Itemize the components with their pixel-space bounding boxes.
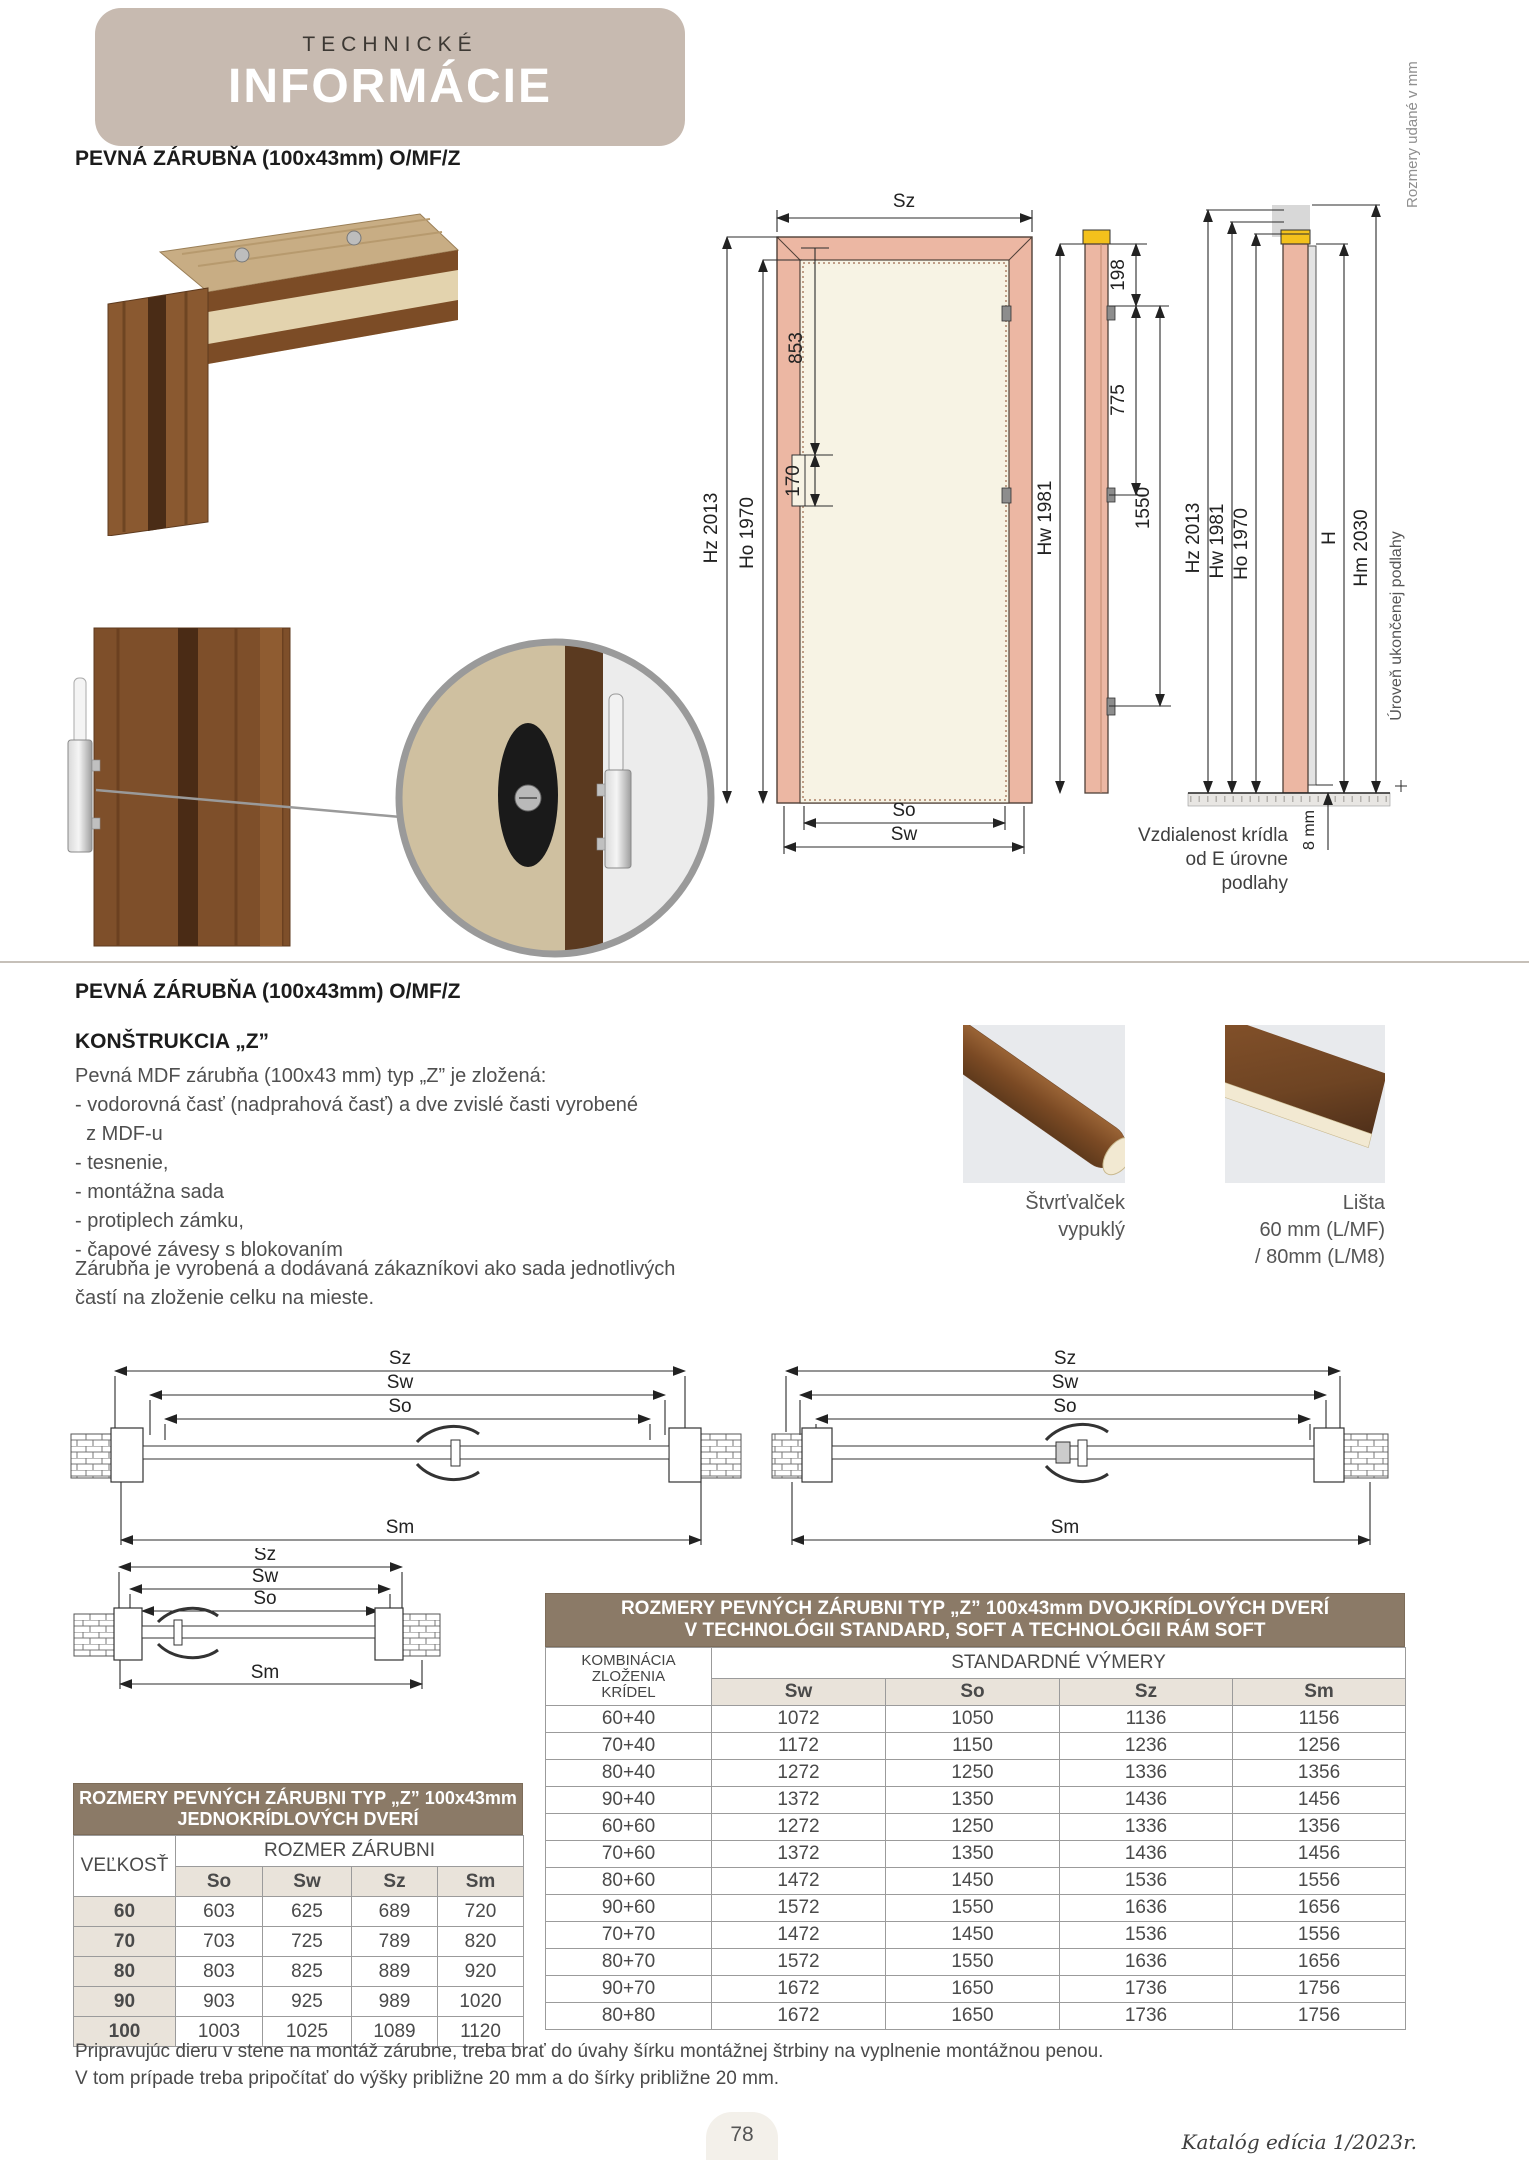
cell: 1156: [1233, 1706, 1406, 1733]
wall-section: [701, 1434, 741, 1478]
wall-section: [400, 1614, 440, 1656]
door-handle: [1046, 1424, 1108, 1440]
table-row: [546, 1787, 1406, 1814]
double-door-table: [545, 1593, 1405, 2030]
hinge-mark: [1107, 306, 1115, 320]
row-header: 90+40: [546, 1787, 712, 1814]
cell: 1572: [712, 1895, 886, 1922]
floor-strip: [1188, 793, 1390, 806]
construction-line: z MDF-u: [75, 1123, 163, 1145]
section-diagram-single: [65, 1350, 745, 1555]
cell: 1456: [1233, 1841, 1406, 1868]
dim-853-label: 853: [786, 332, 807, 364]
wall-section: [1344, 1434, 1388, 1478]
closing-line1: Zárubňa je vyrobená a dodávaná zákazníkovi ako sada jednotlivých: [75, 1258, 676, 1280]
cell: 1756: [1233, 1976, 1406, 2003]
table-row: [74, 1897, 524, 1927]
cell: 889: [352, 1957, 438, 1987]
cell: 1672: [712, 1976, 886, 2003]
row-header: 80+80: [546, 2003, 712, 2030]
frame-corner-photo: [90, 192, 462, 536]
cell: 920: [438, 1957, 524, 1987]
col-header: Sm: [438, 1867, 524, 1897]
cell: 1436: [1060, 1787, 1233, 1814]
section-diagram-single-left: [62, 1548, 457, 1698]
table-row: [546, 2003, 1406, 2030]
cell: 1456: [1233, 1787, 1406, 1814]
dim-hz-label: Hz 2013: [701, 492, 722, 564]
cell: 1472: [712, 1868, 886, 1895]
cell: 1736: [1060, 1976, 1233, 2003]
group-header: ROZMER ZÁRUBNI: [176, 1836, 524, 1867]
cell: 1650: [886, 1976, 1060, 2003]
row-header: 90+60: [546, 1895, 712, 1922]
dim-170-label: 170: [783, 465, 804, 497]
table-row: [74, 1987, 524, 2017]
col-header: So: [176, 1867, 263, 1897]
cell: 1372: [712, 1787, 886, 1814]
frame-section: [802, 1428, 832, 1482]
cell: 1550: [886, 1949, 1060, 1976]
hinge-mark: [1002, 306, 1011, 321]
col-header: So: [886, 1679, 1060, 1706]
diag-sz: Sz: [253, 1548, 277, 1565]
table-row: [74, 1927, 524, 1957]
col-header: Sw: [263, 1867, 352, 1897]
table-row: [546, 1895, 1406, 1922]
dim-h-label: H: [1319, 531, 1340, 545]
floor-level-note: Úroveň ukončenej podlahy: [1388, 531, 1405, 721]
table-title-line: V TECHNOLÓGII STANDARD, SOFT A TECHNOLÓGII RÁM SOFT: [684, 1620, 1266, 1641]
catalog-edition: Katalóg edícia 1/2023r.: [1181, 2130, 1417, 2154]
cell: 1536: [1060, 1922, 1233, 1949]
row-header: 70+60: [546, 1841, 712, 1868]
diag-sw: Sw: [251, 1566, 279, 1587]
combo-line: KOMBINÁCIA: [581, 1651, 676, 1669]
header-kicker: TECHNICKÉ: [302, 33, 478, 56]
cell: 820: [438, 1927, 524, 1957]
seal-cap: [1083, 230, 1110, 244]
cell: 925: [263, 1987, 352, 2017]
diag-sm: Sm: [1050, 1517, 1080, 1538]
row-header: 60+60: [546, 1814, 712, 1841]
table-title-line: ROZMERY PEVNÝCH ZÁRUBNI TYP „Z” 100x43mm: [79, 1788, 517, 1808]
diag-sw: Sw: [1051, 1372, 1079, 1393]
section2-title: PEVNÁ ZÁRUBŇA (100x43mm) O/MF/Z: [75, 980, 461, 1003]
cell: 1650: [886, 2003, 1060, 2030]
cell: 1556: [1233, 1868, 1406, 1895]
cell: 1350: [886, 1841, 1060, 1868]
group-header: STANDARDNÉ VÝMERY: [712, 1648, 1406, 1679]
wall-section: [74, 1614, 114, 1656]
hinge-mark: [1002, 488, 1011, 503]
hinge-barrel: [68, 740, 92, 852]
gap-caption-line2: od E úrovne: [1185, 849, 1288, 870]
cell: 625: [263, 1897, 352, 1927]
cell: 1025: [263, 2017, 352, 2047]
row-header: 60+40: [546, 1706, 712, 1733]
strip-moulding-caption: [1190, 1190, 1385, 1271]
construction-closing: [75, 1255, 695, 1313]
frame-section: [114, 1608, 142, 1660]
door-handle: [417, 1464, 479, 1480]
cell: 1336: [1060, 1760, 1233, 1787]
cell: 1736: [1060, 2003, 1233, 2030]
meeting-stile-lock: [1056, 1442, 1070, 1463]
cell: 1236: [1060, 1733, 1233, 1760]
dim-198-label: 198: [1108, 259, 1129, 291]
cell: 720: [438, 1897, 524, 1927]
cell: 1372: [712, 1841, 886, 1868]
cell: 1250: [886, 1760, 1060, 1787]
row-header: 90: [74, 1987, 176, 2017]
cell: 1656: [1233, 1895, 1406, 1922]
construction-line: - čapové závesy s blokovaním: [75, 1239, 343, 1261]
diag-sm: Sm: [385, 1517, 415, 1538]
row-header: 90+70: [546, 1976, 712, 2003]
cell: 1136: [1060, 1706, 1233, 1733]
cell: 1436: [1060, 1841, 1233, 1868]
frame-section: [1314, 1428, 1344, 1482]
row-header: 70+40: [546, 1733, 712, 1760]
table-row: [546, 1760, 1406, 1787]
table-row: [546, 1922, 1406, 1949]
door-handle: [158, 1644, 218, 1658]
dim-sz-label: Sz: [892, 191, 916, 212]
cell: 1572: [712, 1949, 886, 1976]
cell: 1550: [886, 1895, 1060, 1922]
cell: 903: [176, 1987, 263, 2017]
dim-so-label: So: [892, 800, 916, 821]
strip-moulding-photo: [1225, 1025, 1385, 1183]
construction-text: [75, 1062, 675, 1265]
dim-1550-label: 1550: [1133, 486, 1154, 530]
door-handle: [158, 1608, 218, 1622]
frame-section: [111, 1428, 143, 1482]
single-door-table-title: [73, 1783, 523, 1835]
row-header: 80+70: [546, 1949, 712, 1976]
door-handle: [417, 1426, 479, 1442]
table-title-line: JEDNOKRÍDLOVÝCH DVERÍ: [177, 1809, 419, 1829]
cell: 1172: [712, 1733, 886, 1760]
table-row: [74, 1957, 524, 1987]
frame-section: [669, 1428, 701, 1482]
diag-sz: Sz: [388, 1350, 412, 1369]
construction-line: - protiplech zámku,: [75, 1210, 244, 1232]
dim-hw-label: Hw 1981: [1035, 480, 1056, 556]
table-row: [546, 1976, 1406, 2003]
cell: 1636: [1060, 1895, 1233, 1922]
technical-drawing-elevations: [600, 148, 1480, 960]
cell: 1450: [886, 1868, 1060, 1895]
construction-heading: KONŠTRUKCIA „Z”: [75, 1030, 270, 1053]
cell: 1003: [176, 2017, 263, 2047]
table-row: [546, 1949, 1406, 1976]
table-row: [546, 1706, 1406, 1733]
wall-section: [772, 1434, 802, 1478]
cell: 1556: [1233, 1922, 1406, 1949]
caption-line: Lišta: [1342, 1192, 1385, 1214]
diag-sw: Sw: [386, 1372, 414, 1393]
cell: 1256: [1233, 1733, 1406, 1760]
col-header-combo: [546, 1648, 712, 1706]
dim-sw-label: Sw: [890, 824, 918, 845]
closing-line2: častí na zloženie celku na mieste.: [75, 1287, 375, 1309]
cell: 1250: [886, 1814, 1060, 1841]
diag-so: So: [253, 1588, 277, 1609]
dim-8mm-label: 8 mm: [1301, 810, 1318, 850]
combo-line: KRÍDEL: [601, 1683, 656, 1701]
cell: 1472: [712, 1922, 886, 1949]
construction-line: Pevná MDF zárubňa (100x43 mm) typ „Z” je zložená:: [75, 1065, 547, 1087]
cell: 1356: [1233, 1760, 1406, 1787]
door-leaf-section: [832, 1446, 1314, 1459]
cell: 1272: [712, 1760, 886, 1787]
cell: 825: [263, 1957, 352, 1987]
table-row: [546, 1814, 1406, 1841]
diag-so: So: [388, 1396, 412, 1417]
dim-hz2-label: Hz 2013: [1183, 502, 1204, 574]
col-header: Sm: [1233, 1679, 1406, 1706]
cell: 1336: [1060, 1814, 1233, 1841]
combo-line: ZLOŽENIA: [591, 1667, 666, 1685]
table-row: [546, 1868, 1406, 1895]
handle-spindle: [1078, 1440, 1087, 1466]
cell: 703: [176, 1927, 263, 1957]
cell: 1272: [712, 1814, 886, 1841]
cell: 1636: [1060, 1949, 1233, 1976]
cell: 725: [263, 1927, 352, 1957]
dim-ho2-label: Ho 1970: [1231, 508, 1252, 580]
row-header: 80+40: [546, 1760, 712, 1787]
note-line2: V tom prípade treba pripočítať do výšky približne 20 mm a do šírky približne 20 mm.: [75, 2068, 780, 2089]
wall-section: [71, 1434, 111, 1478]
col-header-size: VEĽKOSŤ: [74, 1836, 176, 1897]
units-side-note: Rozmery udané v mm: [1404, 61, 1421, 208]
cell: 1089: [352, 2017, 438, 2047]
door-handle: [1046, 1466, 1108, 1482]
construction-line: - tesnenie,: [75, 1152, 169, 1174]
note-line1: Pripravujúc dieru v stene na montáž zárubne, treba brať do úvahy šírku montážnej štrbiny na vyplnenie montážnou penou.: [75, 2041, 1104, 2062]
caption-line: vypuklý: [1058, 1219, 1125, 1241]
gap-caption-line1: Vzdialenost krídla: [1138, 825, 1288, 846]
row-header: 100: [74, 2017, 176, 2047]
diag-sm: Sm: [250, 1662, 280, 1683]
quarter-round-photo: [963, 1025, 1125, 1183]
row-header: 80+60: [546, 1868, 712, 1895]
section-divider: [0, 961, 1529, 963]
cell: 989: [352, 1987, 438, 2017]
double-door-table-title: [545, 1593, 1405, 1647]
jamb-profile-view: [1035, 230, 1171, 793]
hinge-pin: [74, 678, 86, 744]
handle-spindle: [451, 1440, 460, 1466]
mounting-note: [75, 2038, 1435, 2092]
row-header: 60: [74, 1897, 176, 1927]
cell: 1656: [1233, 1949, 1406, 1976]
header-banner: [95, 8, 685, 146]
single-door-table: [73, 1783, 523, 2047]
diag-sz: Sz: [1053, 1350, 1077, 1369]
page-number: 78: [706, 2112, 778, 2160]
cell: 689: [352, 1897, 438, 1927]
construction-line: - montážna sada: [75, 1181, 224, 1203]
row-header: 80: [74, 1957, 176, 1987]
cell: 1050: [886, 1706, 1060, 1733]
row-header: 70: [74, 1927, 176, 1957]
cell: 1672: [712, 2003, 886, 2030]
caption-line: / 80mm (L/M8): [1254, 1246, 1385, 1268]
section1-title: PEVNÁ ZÁRUBŇA (100x43mm) O/MF/Z: [75, 147, 461, 170]
table-row: [546, 1841, 1406, 1868]
col-header: Sz: [352, 1867, 438, 1897]
door-leaf-section: [143, 1446, 669, 1459]
construction-line: - vodorovná časť (nadprahová časť) a dve zvislé časti vyrobené: [75, 1094, 639, 1116]
dim-hm-label: Hm 2030: [1351, 509, 1372, 587]
diag-so: So: [1053, 1396, 1077, 1417]
table-row: [546, 1733, 1406, 1760]
cell: 603: [176, 1897, 263, 1927]
cell: 1150: [886, 1733, 1060, 1760]
cell: 1450: [886, 1922, 1060, 1949]
row-header: 70+70: [546, 1922, 712, 1949]
jamb-profile-dimensions: [1060, 244, 1171, 793]
frame-section: [375, 1608, 403, 1660]
gap-caption-line3: podlahy: [1221, 873, 1288, 894]
seal-cap: [1281, 230, 1310, 244]
cell: 1356: [1233, 1814, 1406, 1841]
quarter-round-caption: [950, 1190, 1125, 1244]
floor-profile-view: [1138, 205, 1407, 894]
dim-775-label: 775: [1108, 384, 1129, 416]
dim-ho-label: Ho 1970: [737, 497, 758, 569]
cell: 1120: [438, 2017, 524, 2047]
dim-hw2-label: Hw 1981: [1207, 503, 1228, 579]
page-title: INFORMÁCIE: [228, 60, 552, 113]
caption-line: Štvrťvalček: [1025, 1192, 1125, 1214]
cell: 1756: [1233, 2003, 1406, 2030]
cell: 1020: [438, 1987, 524, 2017]
cell: 803: [176, 1957, 263, 1987]
section-diagram-double: [770, 1350, 1415, 1555]
col-header: Sz: [1060, 1679, 1233, 1706]
front-view: [701, 191, 1032, 854]
caption-line: 60 mm (L/MF): [1259, 1219, 1385, 1241]
door-leaf: [1308, 246, 1316, 785]
cell: 1350: [886, 1787, 1060, 1814]
cell: 1072: [712, 1706, 886, 1733]
cell: 1536: [1060, 1868, 1233, 1895]
col-header: Sw: [712, 1679, 886, 1706]
handle-spindle: [174, 1620, 182, 1645]
table-title-line: ROZMERY PEVNÝCH ZÁRUBNI TYP „Z” 100x43mm DVOJKRÍDLOVÝCH DVERÍ: [620, 1598, 1330, 1619]
cell: 789: [352, 1927, 438, 1957]
